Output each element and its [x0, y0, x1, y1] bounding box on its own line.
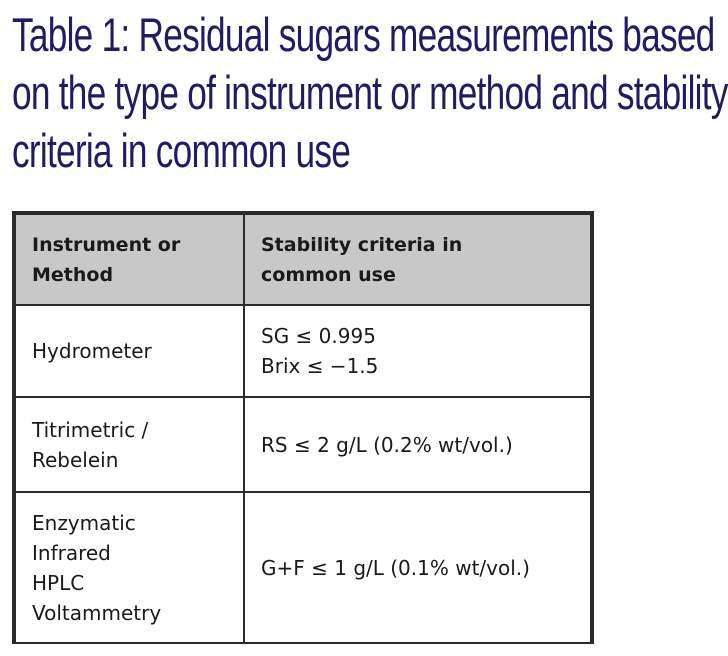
criteria-cell: G+F ≤ 1 g/L (0.1% wt/vol.)	[244, 492, 591, 643]
table-row	[15, 305, 591, 397]
criteria-cell: RS ≤ 2 g/L (0.2% wt/vol.)	[244, 397, 591, 492]
table-row	[15, 492, 591, 643]
table-title	[12, 6, 728, 180]
method-cell: Titrimetric / Rebelein	[15, 397, 244, 492]
header-instrument-method: Instrument or Method	[15, 214, 244, 305]
table-header-row	[15, 214, 591, 305]
method-cell: Enzymatic Infrared HPLC Voltammetry	[15, 492, 244, 643]
table-row	[15, 397, 591, 492]
title-line: criteria in common use	[12, 124, 351, 177]
criteria-cell: SG ≤ 0.995 Brix ≤ −1.5	[244, 305, 591, 397]
title-line: Table 1: Residual sugars measurements based	[12, 8, 715, 61]
method-cell: Hydrometer	[15, 305, 244, 397]
data-table	[14, 213, 592, 644]
header-stability-criteria: Stability criteria in common use	[244, 214, 591, 305]
title-line: on the type of instrument or method and stability	[12, 66, 728, 119]
residual-sugars-table	[12, 211, 594, 644]
